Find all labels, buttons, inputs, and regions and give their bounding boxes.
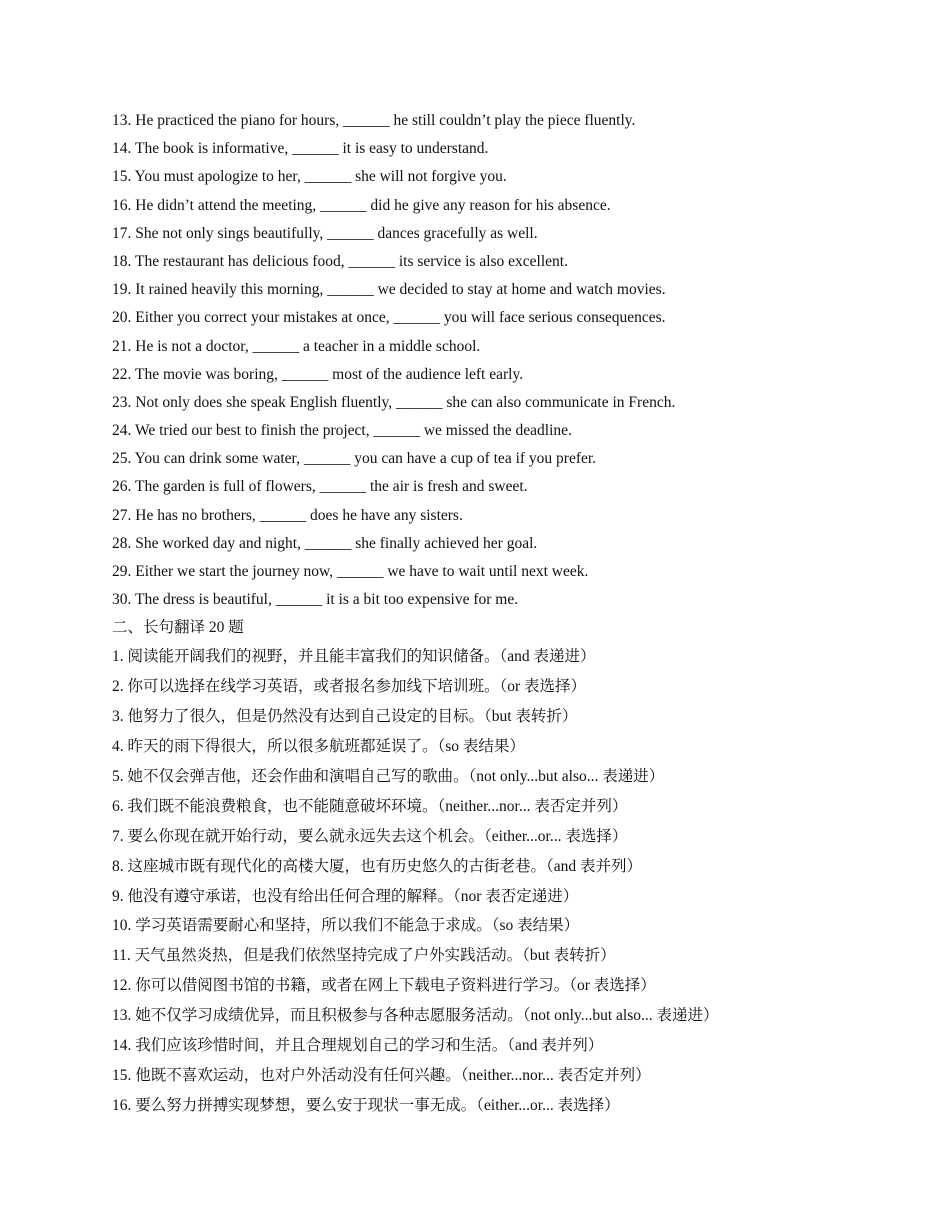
translation-item: 13. 她不仅学习成绩优异，而且积极参与各种志愿服务活动。（not only...but also... 表递进） (112, 1007, 719, 1025)
exercise-item: 29. Either we start the journey now, ______ we have to wait until next week. (112, 563, 589, 580)
exercise-list-translation (112, 647, 892, 1125)
translation-item: 11. 天气虽然炎热，但是我们依然坚持完成了户外实践活动。（but 表转折） (112, 947, 616, 965)
translation-item: 16. 要么努力拼搏实现梦想，要么安于现状一事无成。（either...or... 表选择） (112, 1096, 620, 1114)
translation-item: 8. 这座城市既有现代化的高楼大厦，也有历史悠久的古街老巷。（and 表并列） (112, 857, 643, 875)
exercise-item: 27. He has no brothers, ______ does he have any sisters. (112, 506, 463, 524)
exercise-item: 15. You must apologize to her, ______ she will not forgive you. (112, 168, 507, 186)
exercise-item: 18. The restaurant has delicious food, ______ its service is also excellent. (112, 252, 568, 270)
exercise-item: 13. He practiced the piano for hours, ______ he still couldn’t play the piece fluently. (112, 112, 636, 129)
exercise-item: 20. Either you correct your mistakes at once, ______ you will face serious consequences. (112, 309, 666, 327)
translation-item: 15. 他既不喜欢运动，也对户外活动没有任何兴趣。（neither...nor... 表否定并列） (112, 1066, 651, 1084)
exercise-item: 16. He didn’t attend the meeting, ______ did he give any reason for his absence. (112, 196, 611, 214)
exercise-item: 14. The book is informative, ______ it is easy to understand. (112, 140, 489, 158)
exercise-item: 22. The movie was boring, ______ most of the audience left early. (112, 365, 524, 383)
translation-item: 9. 他没有遵守承诺，也没有给出任何合理的解释。（nor 表否定递进） (112, 887, 579, 905)
translation-item: 12. 你可以借阅图书馆的书籍，或者在网上下载电子资料进行学习。（or 表选择） (112, 977, 656, 995)
document-content (112, 111, 892, 1126)
exercise-item: 19. It rained heavily this morning, ______ we decided to stay at home and watch movies. (112, 281, 666, 299)
section-heading: 二、长句翻译 20 题 (112, 619, 244, 637)
exercise-item: 25. You can drink some water, ______ you can have a cup of tea if you prefer. (112, 450, 597, 468)
exercise-item: 30. The dress is beautiful, ______ it is a bit too expensive for me. (112, 591, 519, 609)
translation-item: 10. 学习英语需要耐心和坚持，所以我们不能急于求成。（so 表结果） (112, 917, 580, 935)
translation-item: 14. 我们应该珍惜时间，并且合理规划自己的学习和生活。（and 表并列） (112, 1036, 604, 1054)
translation-item: 6. 我们既不能浪费粮食，也不能随意破坏环境。（neither...nor... 表否定并列） (112, 797, 628, 815)
exercise-item: 17. She not only sings beautifully, ______ dances gracefully as well. (112, 224, 538, 242)
translation-item: 1. 阅读能开阔我们的视野，并且能丰富我们的知识储备。（and 表递进） (112, 648, 596, 666)
translation-item: 3. 他努力了很久，但是仍然没有达到自己设定的目标。（but 表转折） (112, 708, 578, 726)
translation-item: 5. 她不仅会弹吉他，还会作曲和演唱自己写的歌曲。（not only...but also... 表递进） (112, 767, 665, 785)
translation-item: 4. 昨天的雨下得很大，所以很多航班都延误了。（so 表结果） (112, 738, 525, 756)
exercise-item: 28. She worked day and night, ______ she finally achieved her goal. (112, 534, 538, 552)
translation-item: 7. 要么你现在就开始行动，要么就永远失去这个机会。（either...or... 表选择） (112, 827, 628, 845)
exercise-item: 23. Not only does she speak English fluently, ______ she can also communicate in French. (112, 393, 676, 411)
translation-item: 2. 你可以选择在线学习英语，或者报名参加线下培训班。（or 表选择） (112, 678, 587, 696)
exercise-item: 26. The garden is full of flowers, ______ the air is fresh and sweet. (112, 478, 528, 496)
exercise-item: 21. He is not a doctor, ______ a teacher in a middle school. (112, 337, 481, 355)
exercise-list-fill-in-blank (112, 111, 892, 618)
exercise-item: 24. We tried our best to finish the project, ______ we missed the deadline. (112, 422, 572, 440)
